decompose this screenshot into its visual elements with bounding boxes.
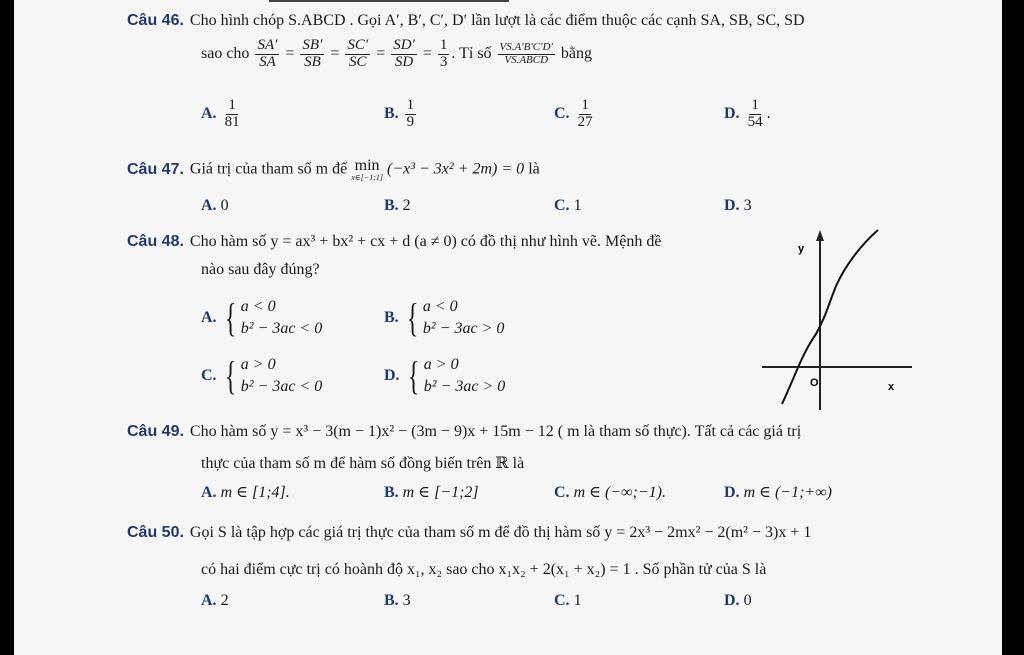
q50-number: Câu 50. bbox=[127, 524, 184, 541]
q46-stem-1: Cho hình chóp S.ABCD . Gọi A′, B′, C′, D′ lần lượt là các điểm thuộc các cạnh SA, SB, SC, SD bbox=[189, 12, 805, 29]
q46-volume-ratio: $\frac{VS.A'B'C'D'}{\text{VS.ABCD}}$ bbox=[499, 41, 553, 66]
q46-frac-sa: $\frac{SA'}{SA}$ bbox=[257, 37, 278, 70]
q50-option-a[interactable]: A. 2 bbox=[201, 592, 229, 609]
q49-option-a[interactable]: A. m ∈ [1;4]. bbox=[201, 484, 290, 501]
q47-min-operator: min x∈[−1;1] bbox=[351, 157, 383, 182]
top-rule bbox=[269, 0, 509, 2]
q50-option-c[interactable]: C. 1 bbox=[554, 592, 582, 609]
origin-label: O bbox=[810, 377, 819, 389]
q49-number: Câu 49. bbox=[127, 423, 184, 440]
q49-option-b[interactable]: B. m ∈ [−1;2] bbox=[384, 484, 479, 501]
q47-option-c[interactable]: C. 1 bbox=[554, 197, 582, 214]
q46-ti-so: . Tỉ số bbox=[451, 44, 492, 62]
q49-line2: thực của tham số m để hàm số đồng biến trên ℝ là bbox=[201, 455, 525, 472]
y-axis-arrow-icon bbox=[816, 230, 824, 241]
exam-page bbox=[14, 0, 1002, 655]
q47-line1 bbox=[127, 158, 540, 182]
cubic-curve bbox=[782, 230, 878, 404]
q48-line2: nào sau đây đúng? bbox=[201, 261, 320, 278]
q49-option-c[interactable]: C. m ∈ (−∞;−1). bbox=[554, 484, 666, 501]
q47-option-a[interactable]: A. 0 bbox=[201, 197, 229, 214]
q46-option-b[interactable]: B. $\frac{1}{9}$ bbox=[384, 97, 415, 130]
q49-line1 bbox=[127, 423, 801, 441]
q48-line1 bbox=[127, 233, 661, 251]
q48-option-b[interactable]: B. { a < 0 b² − 3ac > 0 bbox=[384, 295, 505, 340]
q46-frac-sd: $\frac{SD'}{SD}$ bbox=[393, 37, 415, 70]
y-axis-label: y bbox=[798, 243, 805, 255]
q48-number: Câu 48. bbox=[127, 233, 184, 250]
q48-option-d[interactable]: D. { a > 0 b² − 3ac > 0 bbox=[384, 353, 506, 398]
q47-stem-post: là bbox=[528, 160, 540, 178]
q48-stem-1: Cho hàm số y = ax³ + bx² + cx + d (a ≠ 0) có đồ thị như hình vẽ. Mệnh đề bbox=[189, 233, 662, 250]
q50-line1 bbox=[127, 524, 811, 542]
q48-option-a[interactable]: A. { a < 0 b² − 3ac < 0 bbox=[201, 295, 323, 340]
q46-option-c[interactable]: C. $\frac{1}{27}$ bbox=[554, 97, 593, 130]
q48-option-c[interactable]: C. { a > 0 b² − 3ac < 0 bbox=[201, 353, 323, 398]
q46-option-d[interactable]: D. $\frac{1}{54}$ . bbox=[724, 97, 771, 130]
q47-number: Câu 47. bbox=[127, 160, 184, 178]
q46-bang: bằng bbox=[560, 44, 592, 62]
q50-line2: có hai điểm cực trị có hoành độ x₁, x₂ sao cho x₁x₂ + 2(x₁ + x₂) = 1 . Số phần tử của S là bbox=[201, 561, 767, 578]
q46-frac-sb: $\frac{SB'}{SB}$ bbox=[302, 37, 323, 70]
q46-frac-sc: $\frac{SC'}{SC}$ bbox=[347, 37, 369, 70]
q50-option-b[interactable]: B. 3 bbox=[384, 592, 411, 609]
q49-stem-1: Cho hàm số y = x³ − 3(m − 1)x² − (3m − 9)x + 15m − 12 ( m là tham số thực). Tất cả các giá trị bbox=[189, 423, 802, 440]
q47-option-b[interactable]: B. 2 bbox=[384, 197, 411, 214]
q50-option-d[interactable]: D. 0 bbox=[724, 592, 752, 609]
q46-line2: sao cho $\frac{SA'}{SA}$ = $\frac{SB'}{SB}$ = $\frac{SC'}{SC}$ = $\frac{SD'}{SD}$ = $\frac{1}{3}$ . Tỉ số $\frac{VS.A'B'C'D'}{\text{VS.ABCD}}$ bằng bbox=[201, 37, 592, 70]
q46-line1 bbox=[127, 12, 805, 30]
q50-stem-1: Gọi S là tập hợp các giá trị thực của tham số m để đồ thị hàm số y = 2x³ − 2mx² − 2(m² − 3)x + 1 bbox=[189, 524, 812, 541]
q48-graph bbox=[762, 224, 922, 414]
q46-option-a[interactable]: A. $\frac{1}{81}$ bbox=[201, 97, 240, 130]
q46-sao-cho: sao cho bbox=[201, 44, 250, 62]
x-axis-label: x bbox=[888, 381, 895, 393]
q47-expression: (−x³ − 3x² + 2m) = 0 bbox=[386, 160, 525, 178]
q49-option-d[interactable]: D. m ∈ (−1;+∞) bbox=[724, 484, 832, 501]
q47-stem-pre: Giá trị của tham số m để bbox=[189, 160, 348, 178]
q46-number: Câu 46. bbox=[127, 12, 184, 29]
q46-frac-third: $\frac{1}{3}$ bbox=[439, 37, 448, 70]
q47-option-d[interactable]: D. 3 bbox=[724, 197, 752, 214]
